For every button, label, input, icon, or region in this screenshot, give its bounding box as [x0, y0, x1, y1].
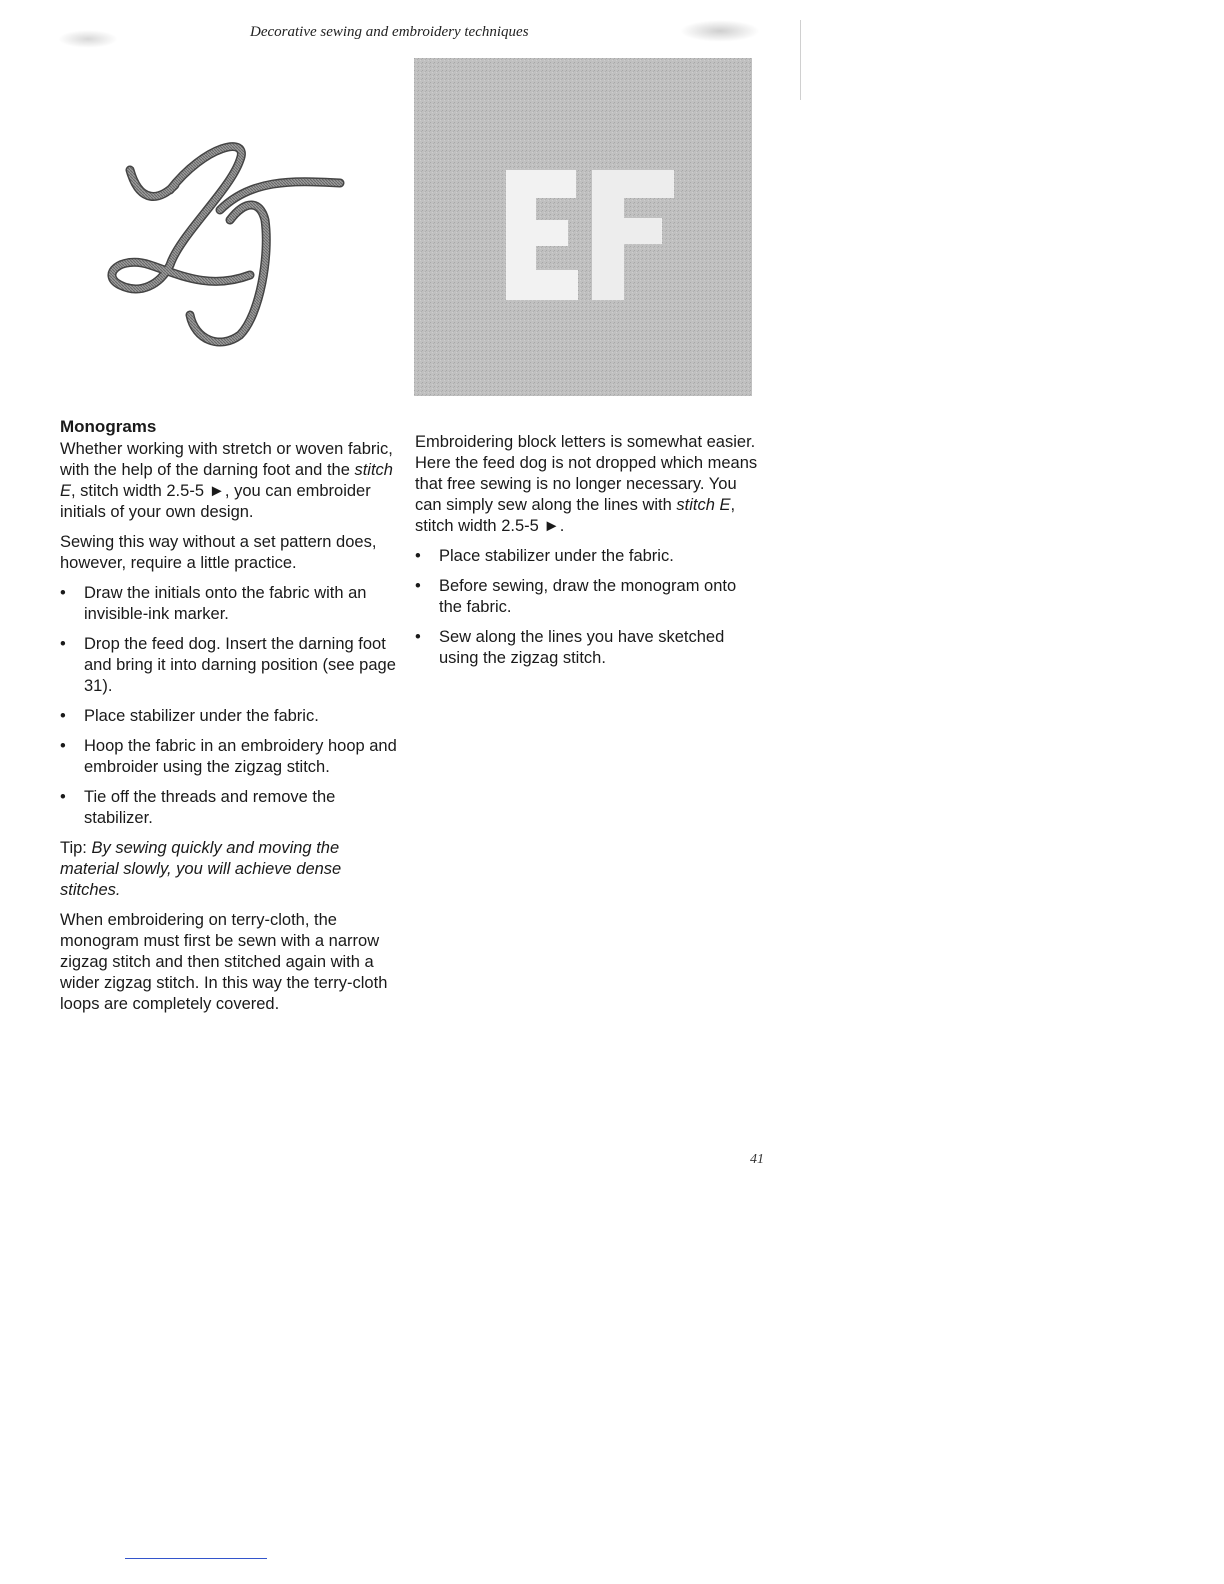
list-item: • Before sewing, draw the monogram onto the fabric.: [415, 576, 760, 618]
footer-rule: [125, 1558, 267, 1559]
list-item: • Place stabilizer under the fabric.: [415, 546, 760, 567]
scan-artifact: [680, 20, 760, 42]
running-header: Decorative sewing and embroidery techniques: [250, 24, 529, 40]
tip-text: By sewing quickly and moving the material slowly, you will achieve dense stitches.: [60, 839, 342, 899]
list-item: • Tie off the threads and remove the stabilizer.: [60, 787, 400, 829]
list-item: • Hoop the fabric in an embroidery hoop and embroider using the zigzag stitch.: [60, 736, 400, 778]
stitch-name: stitch E: [60, 461, 393, 500]
list-item: • Draw the initials onto the fabric with an invisible-ink marker.: [60, 583, 400, 625]
monogram-figure: [100, 125, 360, 355]
tip-label: Tip:: [60, 839, 87, 857]
list-item: • Sew along the lines you have sketched using the zigzag stitch.: [415, 627, 760, 669]
page-number: 41: [750, 1152, 764, 1167]
section-heading: Monograms: [60, 417, 157, 436]
scan-artifact: [58, 30, 118, 48]
block-letters-photo: [414, 58, 752, 396]
block-letters-icon: [414, 58, 752, 396]
block-intro-text: Embroidering block letters is somewhat easier. Here the feed dog is not dropped which means that free sewing is no longer necessary. You can simply sew along the lines with: [415, 433, 758, 514]
steps-list: [60, 583, 400, 829]
intro-paragraph: [60, 439, 400, 523]
block-intro-paragraph: [415, 432, 760, 537]
stitch-name: stitch E: [676, 496, 731, 514]
practice-paragraph: Sewing this way without a set pattern does, however, require a little practice.: [60, 533, 377, 572]
left-column: [60, 416, 400, 1024]
block-steps-list: [415, 546, 760, 669]
script-monogram-icon: [100, 125, 360, 355]
page-edge-line: [800, 20, 801, 100]
terry-cloth-paragraph: When embroidering on terry-cloth, the monogram must first be sewn with a narrow zigzag stitch and then stitched again with a wider zigzag stitch. In this way the terry-cloth loops are completely covered.: [60, 911, 388, 1013]
list-item: • Place stabilizer under the fabric.: [60, 706, 400, 727]
tip-paragraph: [60, 838, 400, 901]
block-intro-text-end: , stitch width 2.5-5 ►.: [415, 496, 736, 535]
right-column: [415, 432, 760, 678]
list-item: • Drop the feed dog. Insert the darning foot and bring it into darning position (see page 31).: [60, 634, 400, 697]
intro-text: Whether working with stretch or woven fabric, with the help of the darning foot and the: [60, 440, 393, 479]
intro-text-end: , stitch width 2.5-5 ►, you can embroider initials of your own design.: [60, 482, 371, 521]
